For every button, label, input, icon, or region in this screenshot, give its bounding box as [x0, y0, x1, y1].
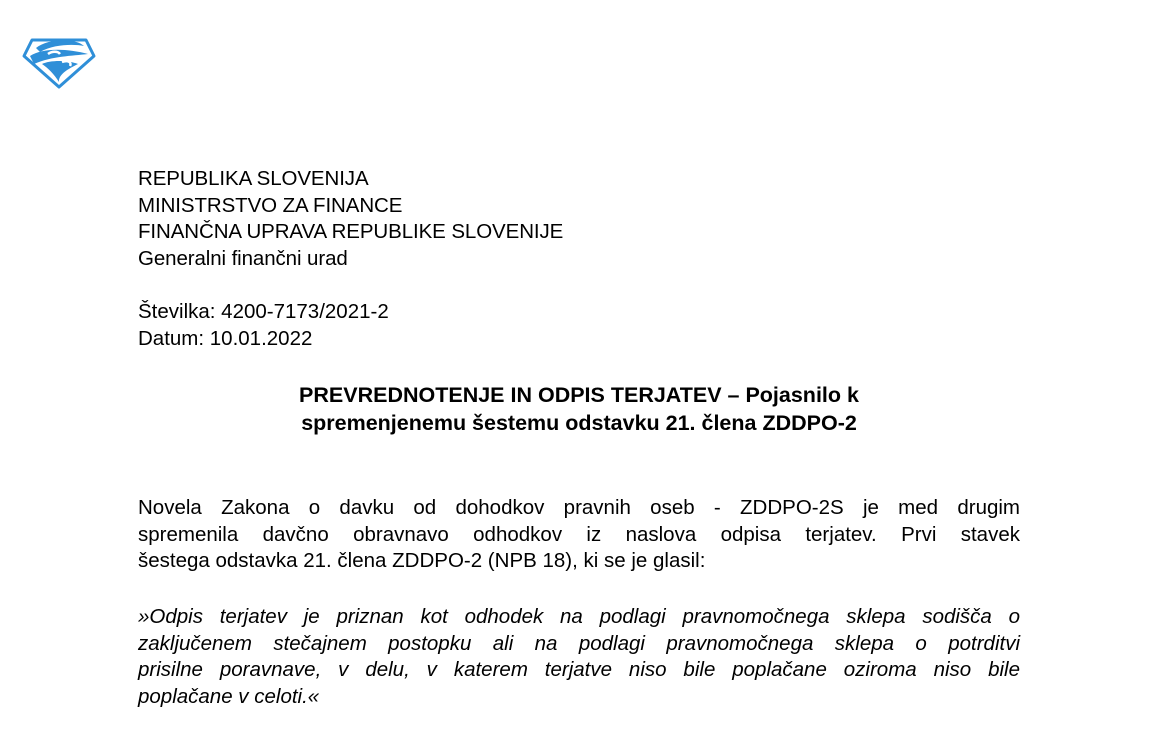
- document-date: Datum: 10.01.2022: [138, 326, 313, 350]
- header-line-republic: REPUBLIKA SLOVENIJA: [138, 167, 369, 190]
- header-line-administration: FINANČNA UPRAVA REPUBLIKE SLOVENIJE: [138, 220, 564, 243]
- document-number: Številka: 4200-7173/2021-2: [138, 300, 389, 323]
- fu-rs-logo-icon: [22, 34, 96, 90]
- paragraph-line: šestega odstavka 21. člena ZDDPO-2 (NPB 18), ki se je glasil:: [138, 549, 706, 572]
- quote-line: »Odpis terjatev je priznan kot odhodek na podlagi pravnomočnega sklepa sodišča o: [138, 605, 1020, 628]
- issuer-header: [138, 166, 563, 272]
- header-line-ministry: MINISTRSTVO ZA FINANCE: [138, 193, 403, 217]
- paragraph-line: Novela Zakona o davku od dohodkov pravnih oseb - ZDDPO-2S je med drugim: [138, 496, 1020, 519]
- quote-line: zaključenem stečajnem postopku ali na podlagi pravnomočnega sklepa o potrditvi: [138, 631, 1020, 655]
- document-reference: [138, 299, 389, 352]
- title-line-1: PREVREDNOTENJE IN ODPIS TERJATEV – Pojasnilo k: [299, 383, 859, 407]
- title-line-2: spremenjenemu šestemu odstavku 21. člena ZDDPO-2: [301, 411, 857, 435]
- header-line-office: Generalni finančni urad: [138, 246, 348, 270]
- quote-line: poplačane v celoti.«: [138, 684, 320, 708]
- document-title: [138, 381, 1020, 437]
- quoted-provision: [138, 604, 1020, 710]
- paragraph-line: spremenila davčno obravnavo odhodkov iz naslova odpisa terjatev. Prvi stavek: [138, 522, 1020, 546]
- quote-line: prisilne poravnave, v delu, v katerem terjatve niso bile poplačane oziroma niso bile: [138, 658, 1020, 681]
- intro-paragraph: [138, 495, 1020, 575]
